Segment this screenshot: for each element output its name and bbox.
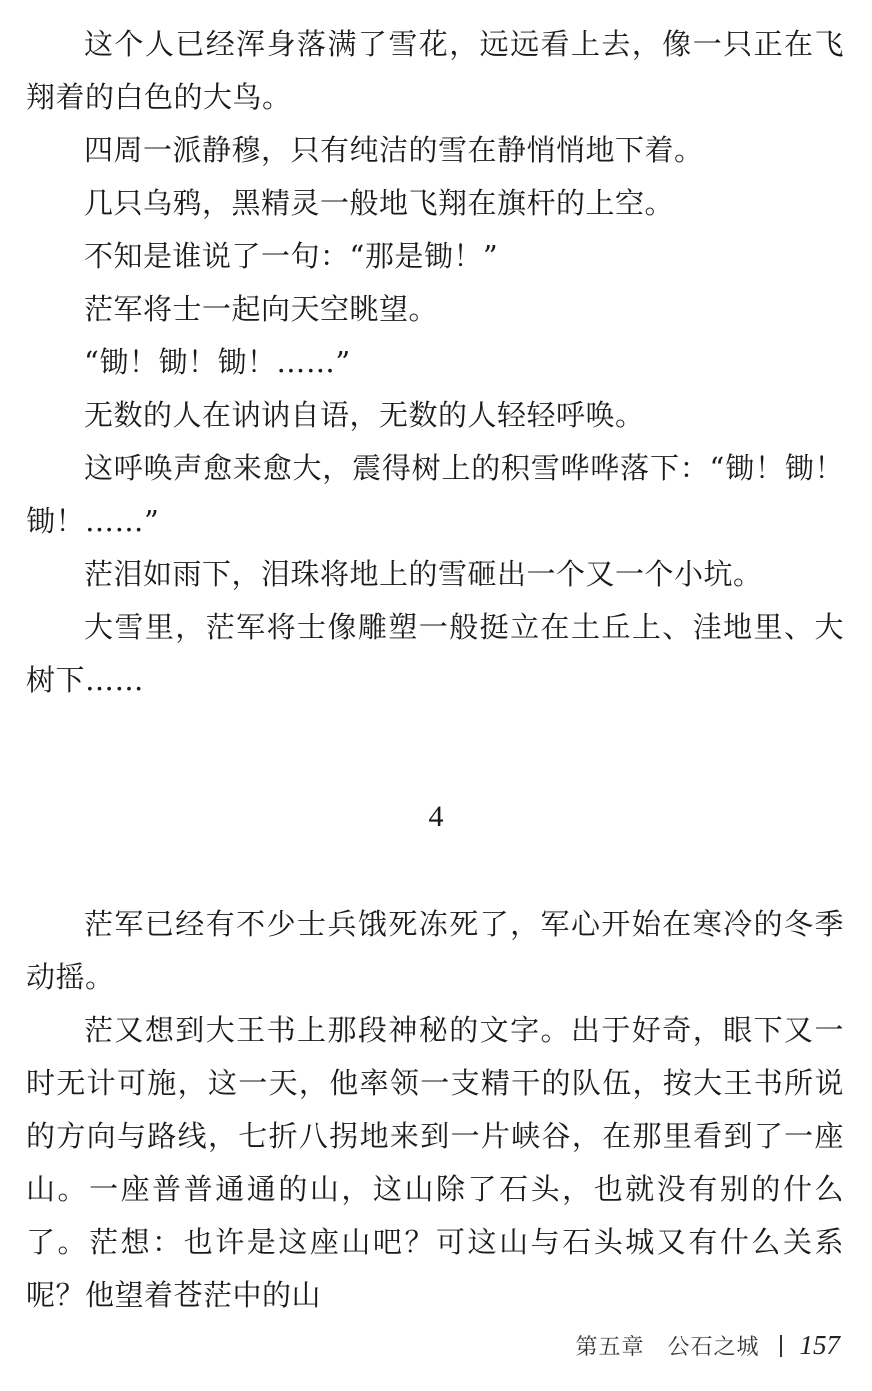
section-number: 4 (428, 800, 444, 833)
paragraph: 茫军将士一起向天空眺望。 (84, 292, 439, 326)
paragraph: 四周一派静穆，只有纯洁的雪在静悄悄地下着。 (84, 133, 704, 167)
paragraph: 茫又想到大王书上那段神秘的文字。出于好奇，眼下又一时无计可施，这一天，他率领一支精干的队伍，按大王书所说的方向与路线，七折八拐地来到一片峡谷，在那里看到了一座山。一座普普通通的山，这山除了石头，也就没有别的什么了。茫想：也许是这座山吧？可这山与石头城又有什么关系呢？他望着苍茫中的山 (26, 1013, 844, 1312)
paragraph: 茫泪如雨下，泪珠将地上的雪砸出一个又一个小坑。 (84, 557, 763, 591)
section-1-text (26, 18, 844, 707)
paragraph: 这个人已经浑身落满了雪花，远远看上去，像一只正在飞翔着的白色的大鸟。 (26, 27, 844, 114)
paragraph: 大雪里，茫军将士像雕塑一般挺立在土丘上、洼地里、大树下…… (26, 610, 844, 697)
paragraph: 这呼唤声愈来愈大，震得树上的积雪哗哗落下：“锄！锄！锄！……” (26, 451, 844, 538)
paragraph: 无数的人在讷讷自语，无数的人轻轻呼唤。 (84, 398, 645, 432)
paragraph: 几只乌鸦，黑精灵一般地飞翔在旗杆的上空。 (84, 186, 675, 220)
section-2-text (26, 898, 844, 1322)
paragraph: “锄！锄！锄！……” (84, 345, 351, 379)
footer-divider (780, 1335, 782, 1357)
page-footer (575, 1330, 840, 1361)
chapter-title: 第五章 公石之城 (575, 1335, 760, 1360)
paragraph: 不知是谁说了一句：“那是锄！” (84, 239, 499, 273)
page-number: 157 (799, 1330, 840, 1360)
paragraph: 茫军已经有不少士兵饿死冻死了，军心开始在寒冷的冬季动摇。 (26, 907, 844, 994)
